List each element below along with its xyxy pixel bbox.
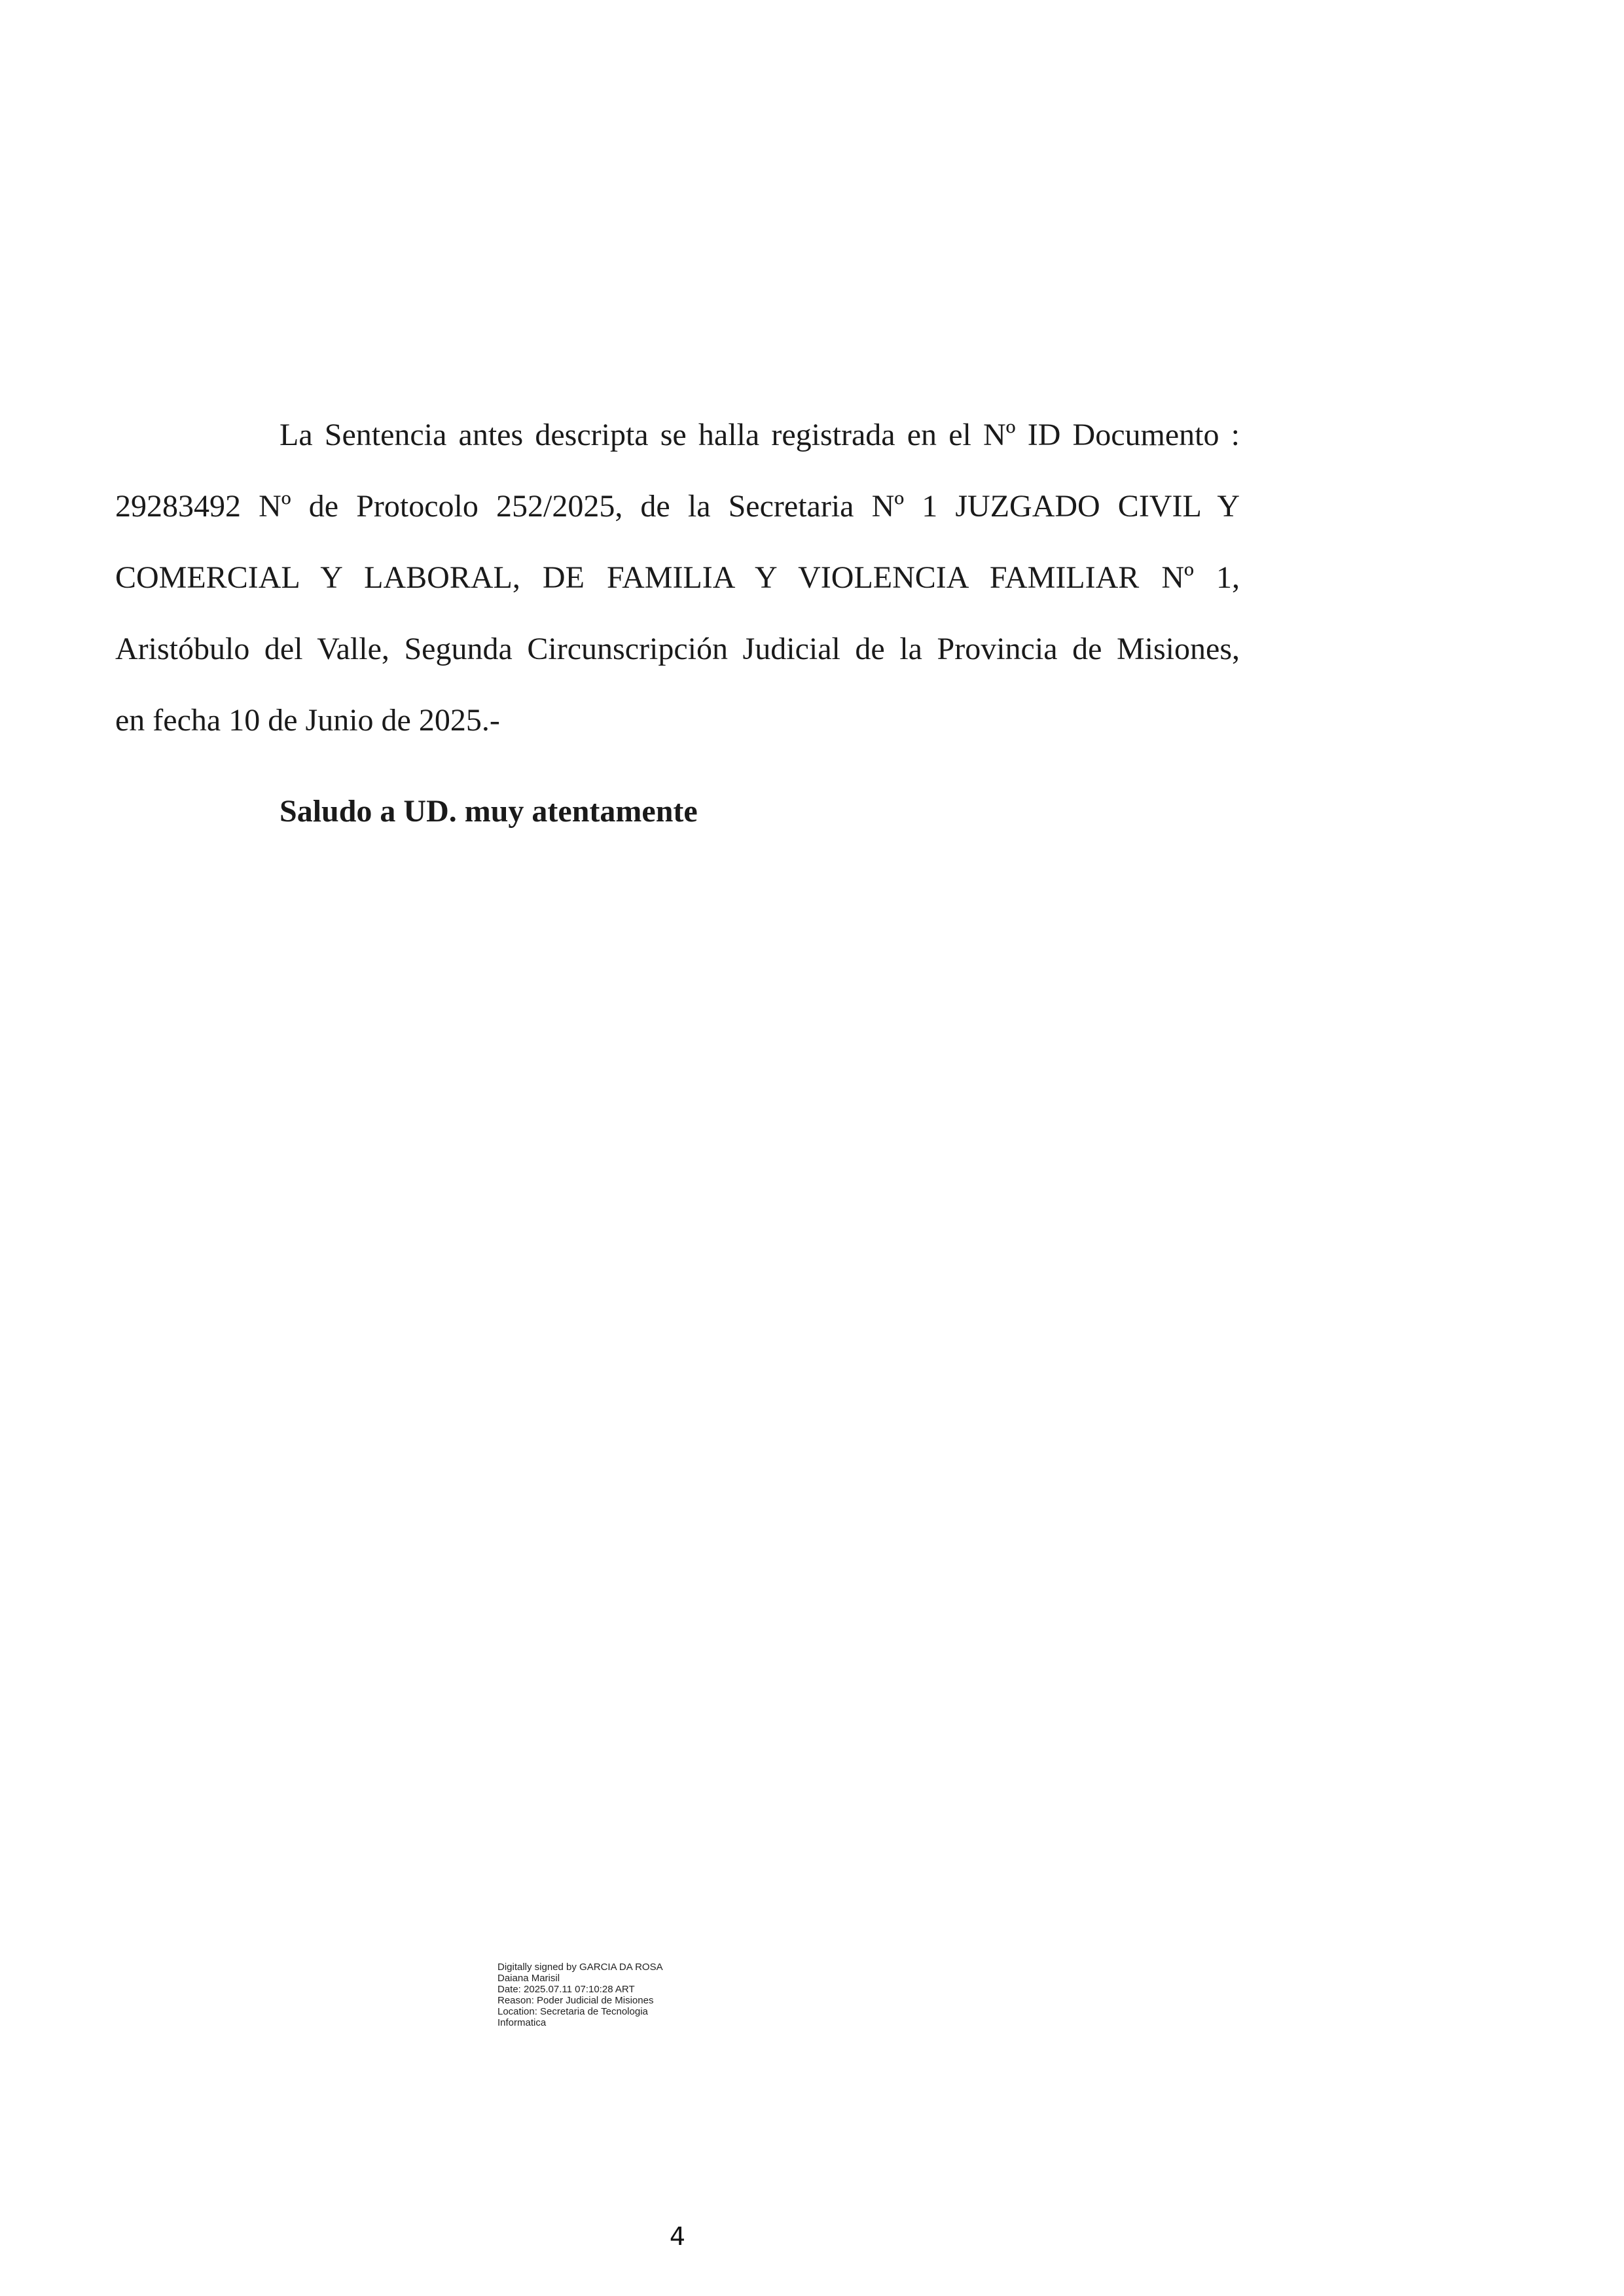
signature-line: Informatica <box>497 2017 547 2028</box>
signature-line: Date: 2025.07.11 07:10:28 ART <box>497 1984 635 1995</box>
signature-line: Location: Secretaria de Tecnologia <box>497 2006 648 2017</box>
signature-line: Reason: Poder Judicial de Misiones <box>497 1995 654 2006</box>
page-number: 4 <box>669 2222 686 2251</box>
paragraph-line: 29283492 Nº de Protocolo 252/2025, de la Secretaria Nº 1 JUZGADO CIVIL Y <box>115 489 1240 524</box>
digital-signature-block <box>497 1962 663 2028</box>
closing-salutation: Saludo a UD. muy atentamente <box>280 794 698 829</box>
signature-line: Daiana Marisil <box>497 1973 560 1984</box>
paragraph-line: Aristóbulo del Valle, Segunda Circunscripción Judicial de la Provincia de Misiones, <box>115 632 1240 666</box>
signature-line: Digitally signed by GARCIA DA ROSA <box>497 1962 663 1973</box>
paragraph-line: en fecha 10 de Junio de 2025.- <box>115 703 500 738</box>
paragraph-line: COMERCIAL Y LABORAL, DE FAMILIA Y VIOLENCIA FAMILIAR Nº 1, <box>115 560 1240 595</box>
paragraph-line: La Sentencia antes descripta se halla registrada en el Nº ID Documento : <box>280 418 1240 452</box>
registration-paragraph <box>115 399 1240 756</box>
